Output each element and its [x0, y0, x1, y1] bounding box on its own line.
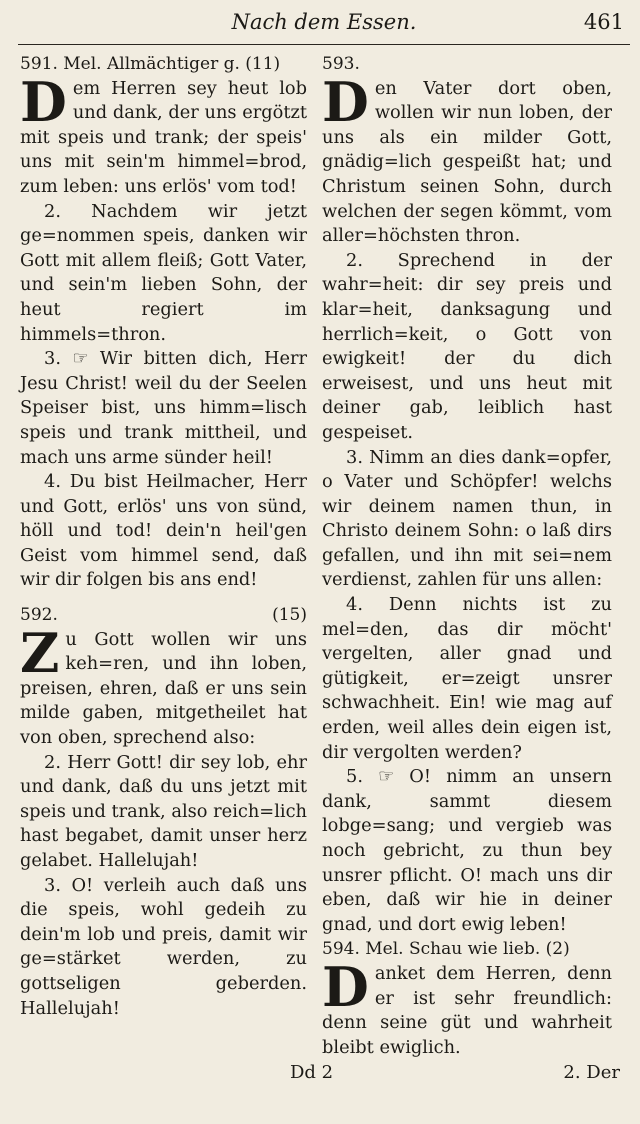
running-header — [18, 4, 630, 45]
hymn-592-stanza-1: Zu Gott wollen wir uns keh=ren, und ihn loben, preisen, ehren, daß er uns sein milde gaben, mitgetheilet hat von oben, sprechend also: — [20, 620, 307, 749]
catchword: 2. Der — [563, 1062, 620, 1083]
hymn-594-number: 594. — [322, 939, 360, 960]
signature-mark: Dd 2 — [290, 1062, 334, 1083]
hymn-591-stanza-4: 4. Du bist Heilmacher, Herr und Gott, erlös' uns von sünd, höll und tod! dein'n heil'gen Geist vom himmel send, daß wir dir folgen bis ans end! — [20, 471, 307, 591]
page-number: 461 — [583, 10, 624, 34]
hymn-594-melody: Mel. Schau wie lieb. (2) — [365, 939, 570, 960]
hymn-591-stanza-1: Dem Herren sey heut lob und dank, der uns ergötzt mit speis und trank; der speis' uns mit sein'm himmel=brod, zum leben: uns erlös' vom tod! — [20, 69, 307, 197]
hymn-591-number: 591. — [20, 54, 58, 74]
hymn-591-stanza-3: 3. ☞ Wir bitten dich, Herr Jesu Christ! weil du der Seelen Speiser bist, uns himm=lisch speis und trank mittheil, und mach uns arme sünder heil! — [20, 348, 307, 468]
hymn-592-number: 592. — [20, 605, 58, 626]
drop-cap: D — [20, 69, 67, 134]
drop-cap: D — [322, 954, 369, 1019]
hymn-592-stanza-2: 2. Herr Gott! dir sey lob, ehr und dank, daß du uns jetzt mit speis und trank, also reich=lich hast begabet, damit unser herz gelabet. Hallelujah! — [20, 751, 307, 871]
hymn-593-stanza-1: Den Vater dort oben, wollen wir nun loben, der uns als ein milder Gott, gnädig=lich gespeißt hat; und Christum seinen Sohn, durch welchen der segen kömmt, vom aller=höchsten thron. — [322, 69, 612, 247]
hymn-593-stanza-5: 5. ☞ O! nimm an unsern dank, sammt diesem lobge=sang; und vergieb was noch gebricht, zu thun bey unsrer pflicht. O! mach uns dir eben, daß wir hie in deiner gnad, und dort ewig leben! — [322, 766, 612, 935]
hymn-592-melody: (15) — [272, 605, 307, 626]
page-footer — [20, 1062, 620, 1088]
right-column — [322, 52, 612, 1060]
hymn-594-stanza-1: Danket dem Herren, denn er ist sehr freundlich: denn seine güt und wahrheit bleibt ewiglich. — [322, 954, 612, 1058]
hymn-593-stanza-2: 2. Sprechend in der wahr=heit: dir sey preis und klar=heit, danksagung und herrlich=keit, o Gott von ewigkeit! der du dich erweisest, und uns heut mit deiner gab, leiblich hast gespeiset. — [322, 249, 612, 443]
hymn-592-heading — [20, 603, 307, 628]
hymn-591-stanza-2: 2. Nachdem wir jetzt ge=nommen speis, danken wir Gott mit allem fleiß; Gott Vater, und sein'm lieben Sohn, der heut regiert im himmels=thron. — [20, 200, 307, 345]
hymn-591-melody: Mel. Allmächtiger g. (11) — [63, 54, 281, 74]
page-title: Nach dem Essen. — [231, 10, 417, 34]
hymn-593-stanza-4: 4. Denn nichts ist zu mel=den, das dir möcht' vergelten, aller gnad und gütigkeit, er=zeigt unsrer schwachheit. Ein! wie mag auf erden, weil alles dein eigen ist, dir vergolten werden? — [322, 594, 612, 763]
hymn-592-stanza-3: 3. O! verleih auch daß uns die speis, wohl gedeih zu dein'm lob und preis, damit wir ge=stärket werden, zu gottseligen geberden. Hallelujah! — [20, 874, 307, 1019]
drop-cap: Z — [20, 620, 60, 685]
hymn-594-heading — [322, 937, 612, 962]
hymn-593-number: 593. — [322, 54, 360, 74]
left-column — [20, 52, 307, 1021]
hymn-591-heading — [20, 52, 307, 77]
hymn-593-stanza-3: 3. Nimm an dies dank=opfer, o Vater und Schöpfer! welchs wir deinem namen thun, in Christo deinem Sohn: o laß dirs gefallen, und ihn mit sei=nem verdienst, zahlen für uns allen: — [322, 446, 612, 591]
drop-cap: D — [322, 69, 369, 134]
